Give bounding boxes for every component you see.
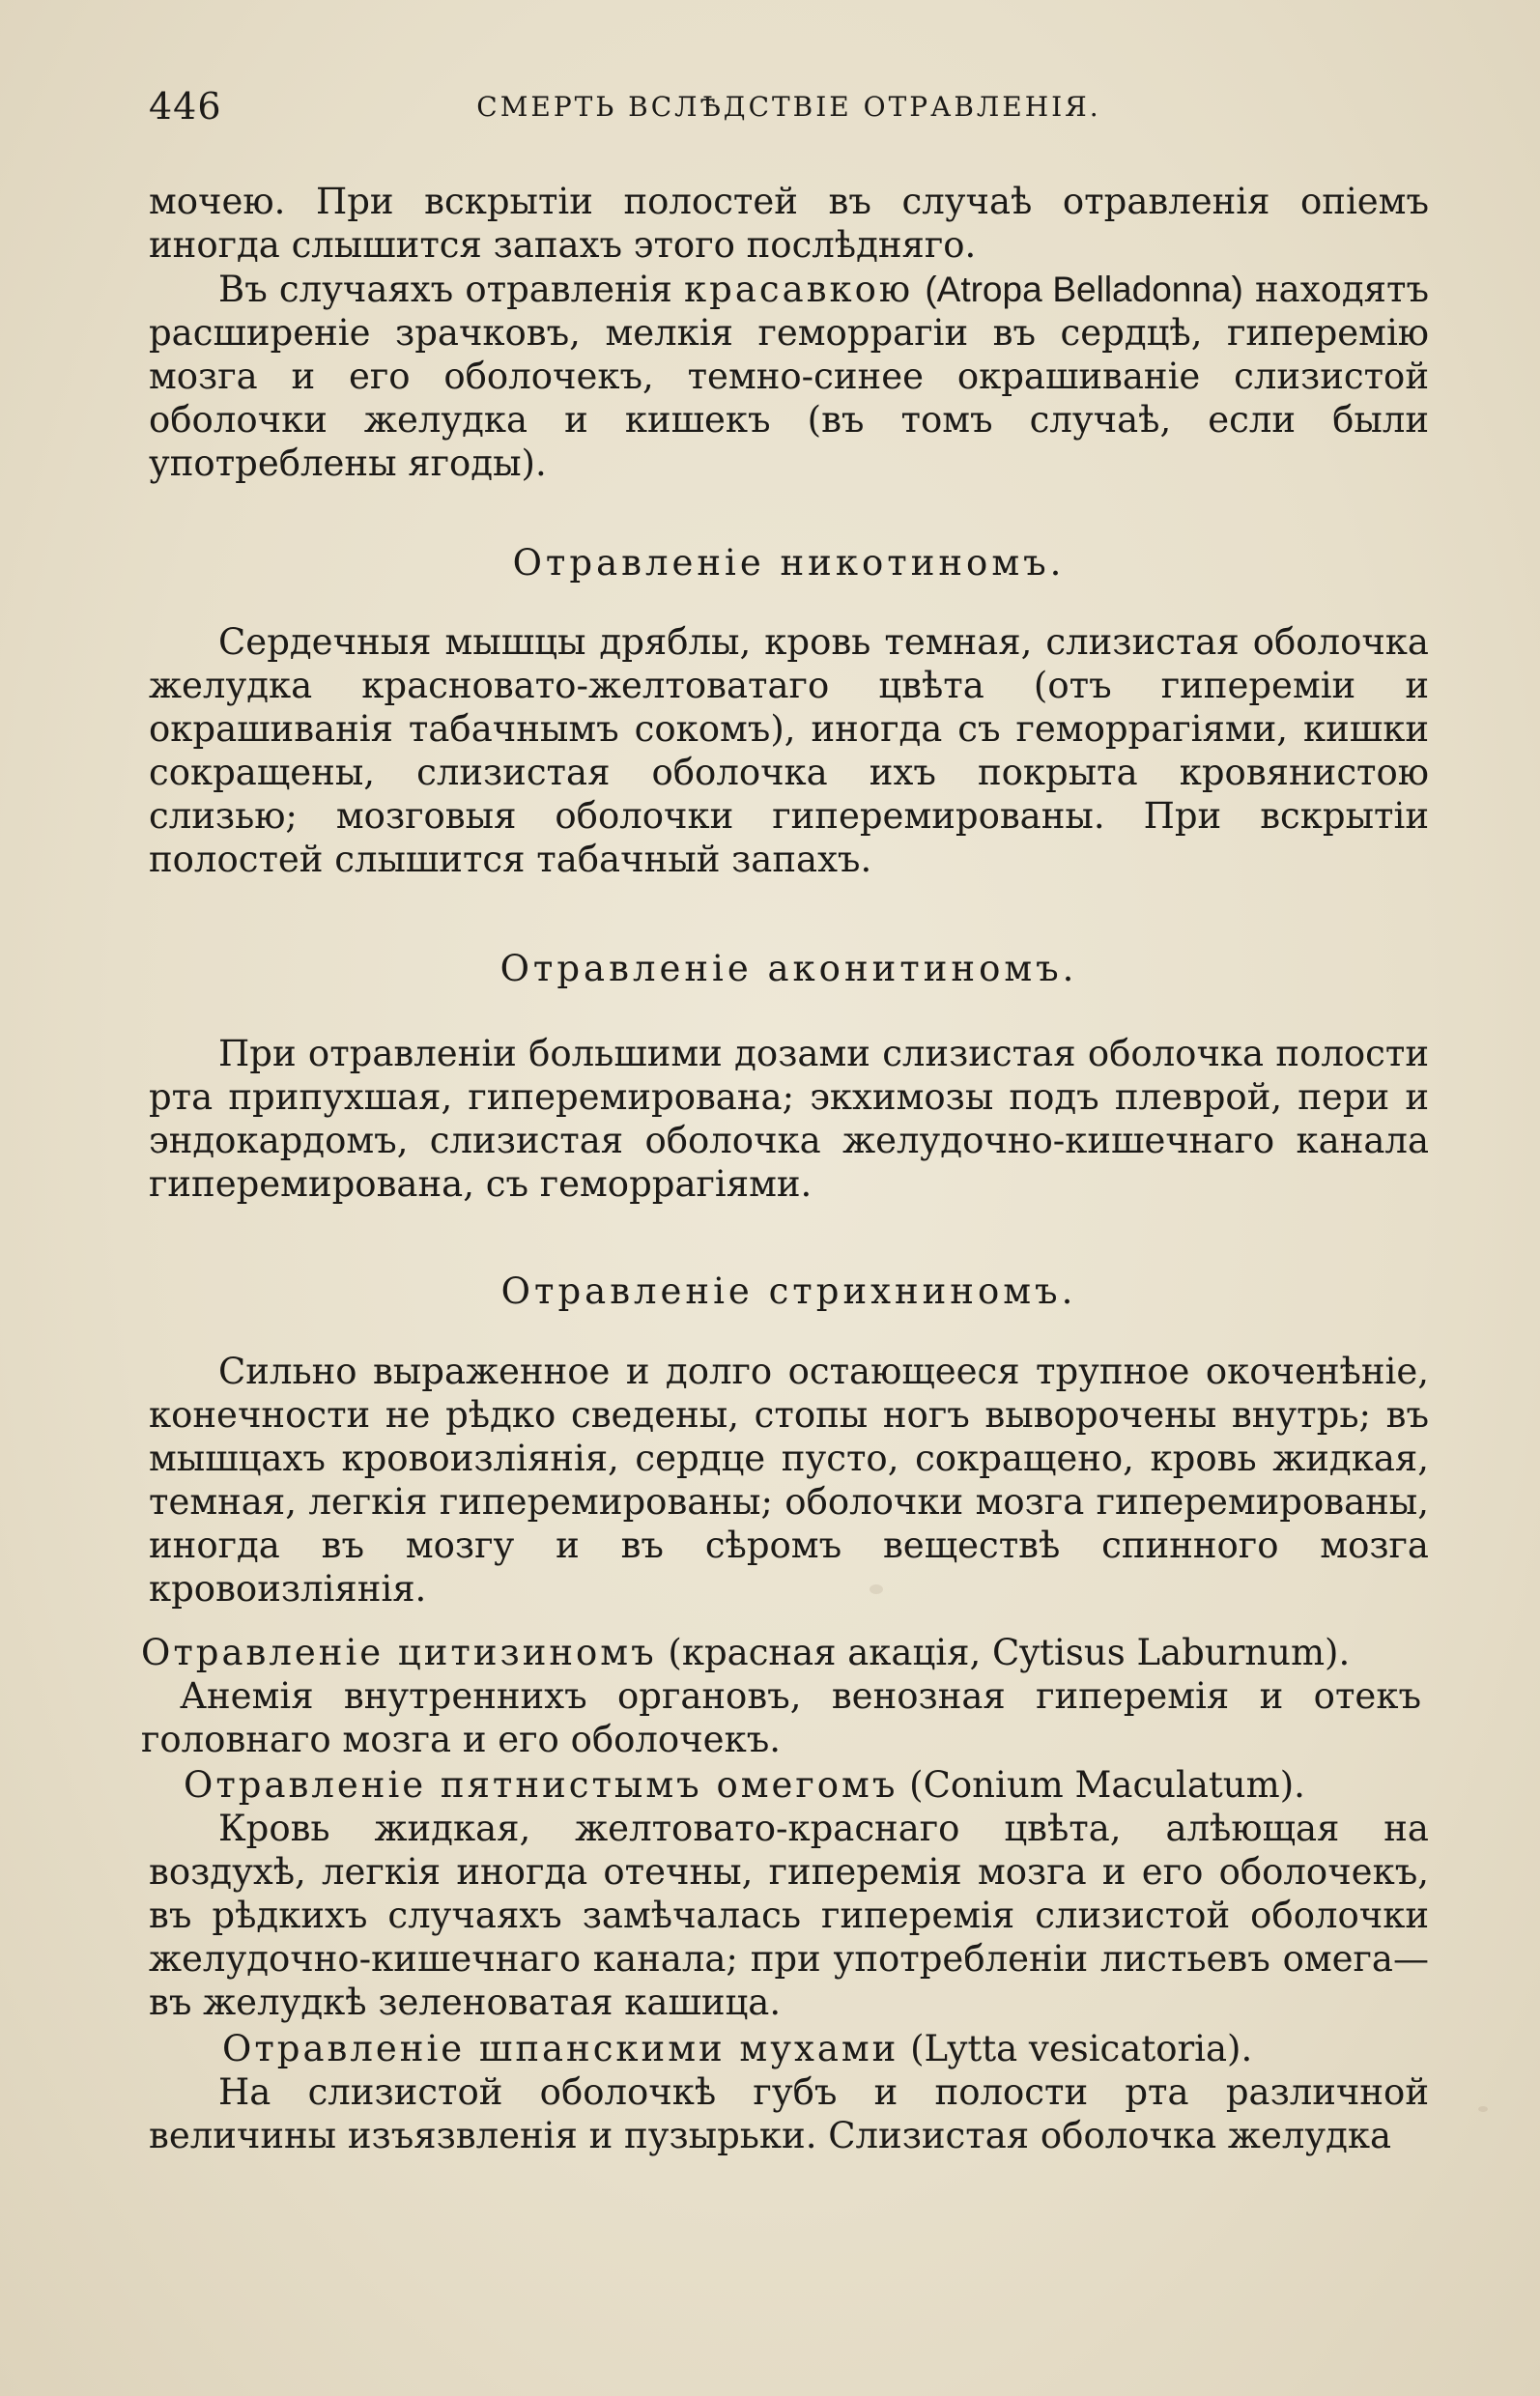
spanish-fly-section [149, 2027, 1429, 2157]
belladonna-lead: Въ случаяхъ отравленія [218, 269, 685, 310]
hemlock-section [149, 1763, 1429, 2024]
aconitine-paragraph [149, 1032, 1429, 1206]
cytisine-latin: (красная акація, Cytisus Laburnum). [668, 1632, 1351, 1673]
hemlock-heading: Отравленіе пятнистымъ омегомъ [184, 1764, 898, 1806]
hemlock-title [149, 1763, 1429, 1807]
spanish-fly-title [149, 2027, 1429, 2070]
belladonna-paragraph [149, 268, 1429, 485]
strychnine-text: Сильно выраженное и долго остающееся трупное окоченѣніе, конечности не рѣдко сведены, стопы ногъ выворочены внутрь; въ мышцахъ кровоизліянія, сердце пусто, сокращено, кровь жидкая, темная, легкія гиперемированы; оболочки мозга гиперемированы, иногда въ мозгу и въ сѣромъ веществѣ спинного мозга кровоизліянія. [149, 1351, 1429, 1610]
spanish-fly-latin: (Lytta vesicatoria). [910, 2028, 1253, 2069]
page-number: 446 [149, 85, 222, 128]
cytisine-title [141, 1631, 1421, 1674]
strychnine-paragraph [149, 1350, 1429, 1611]
running-head [149, 85, 1429, 133]
hemlock-latin: (Conium Maculatum). [909, 1764, 1305, 1806]
opium-text: мочею. При вскрытіи полостей въ случаѣ отравленія опіемъ иногда слышится запахъ этого послѣдняго. [149, 181, 1429, 266]
nicotine-paragraph [149, 620, 1429, 881]
belladonna-body: находятъ расширеніе зрачковъ, мелкія геморрагіи въ сердцѣ, гиперемію мозга и его оболочекъ, темно-синее окрашиваніе слизистой оболочки желудка и кишекъ (въ томъ случаѣ, если были употреблены ягоды). [149, 269, 1429, 484]
aconitine-heading: Отравленіе аконитиномъ. [499, 948, 1078, 989]
aconitine-text: При отравленіи большими дозами слизистая оболочка полости рта припухшая, гиперемирована; экхимозы подъ плеврой, пери и эндокардомъ, слизистая оболочка желудочно-кишечнаго канала гиперемирована, съ геморрагіями. [149, 1033, 1429, 1205]
running-title: СМЕРТЬ ВСЛѢДСТВІЕ ОТРАВЛЕНІЯ. [476, 91, 1101, 123]
belladonna-latin: (Atropa Belladonna) [925, 270, 1243, 309]
strychnine-heading: Отравленіе стрихниномъ. [500, 1270, 1077, 1312]
spanish-fly-text: На слизистой оболочкѣ губъ и полости рта различной величины изъязвленія и пузырьки. Слизистая оболочка желудка [149, 2071, 1429, 2156]
belladonna-name: красавкою [684, 269, 914, 310]
cytisine-section [141, 1631, 1421, 1761]
hemlock-text: Кровь жидкая, желтовато-краснаго цвѣта, алѣющая на воздухѣ, легкія иногда отечны, гиперемія мозга и его оболочекъ, въ рѣдкихъ случаяхъ замѣчалась гиперемія слизистой оболочки желудочно-кишечнаго канала; при употребленіи листьевъ омега—въ желудкѣ зеленоватая кашица. [149, 1808, 1429, 2023]
paper-stain [1478, 2106, 1488, 2112]
nicotine-text: Сердечныя мышцы дряблы, кровь темная, слизистая оболочка желудка красновато-желтоватаго цвѣта (отъ гипереміи и окрашиванія табачнымъ сокомъ), иногда съ геморрагіями, кишки сокращены, слизистая оболочка ихъ покрыта кровянистою слизью; мозговыя оболочки гиперемированы. При вскрытіи полостей слышится табачный запахъ. [149, 621, 1429, 880]
opium-paragraph [149, 180, 1429, 267]
belladonna-text [149, 268, 1429, 485]
cytisine-heading: Отравленіе цитизиномъ [141, 1632, 657, 1673]
spanish-fly-heading: Отравленіе шпанскими мухами [222, 2028, 899, 2069]
cytisine-text: Анемія внутреннихъ органовъ, венозная гиперемія и отекъ головнаго мозга и его оболочекъ. [141, 1675, 1421, 1760]
nicotine-heading: Отравленіе никотиномъ. [512, 542, 1066, 584]
